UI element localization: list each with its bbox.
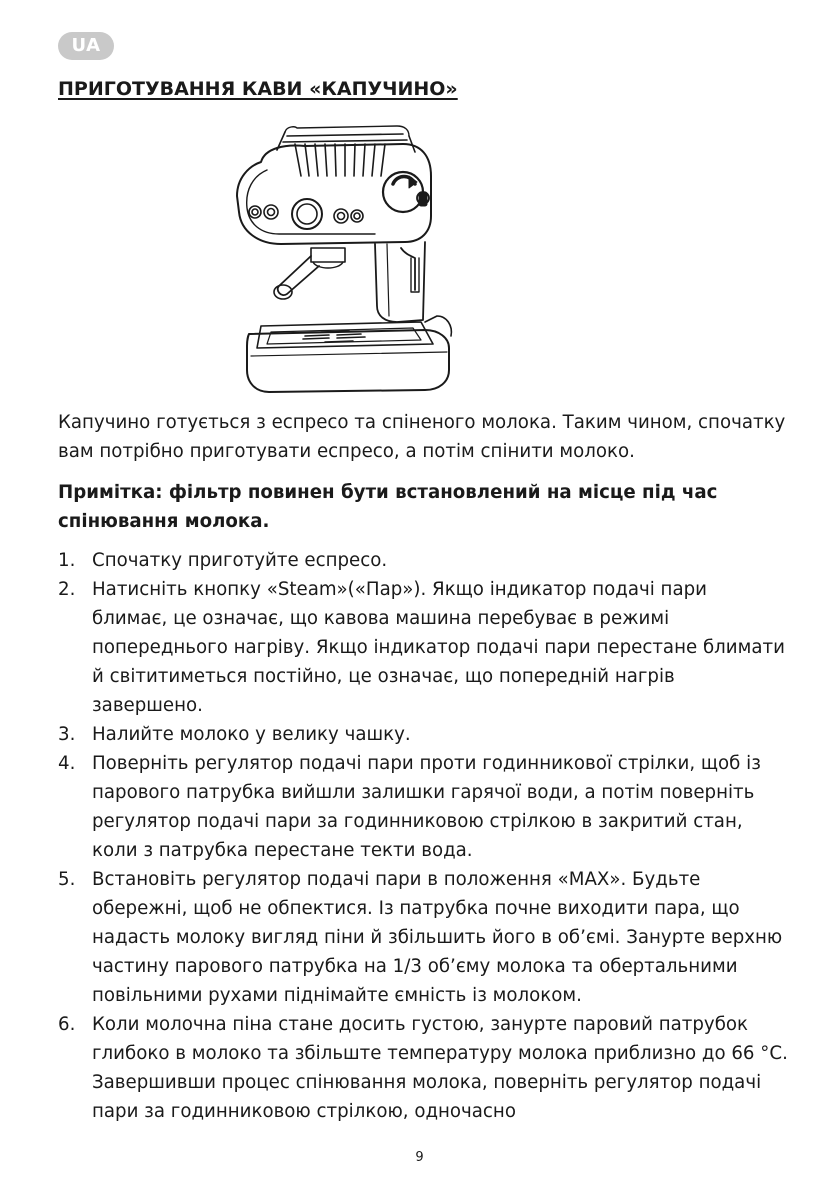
step-number: 4. <box>58 753 76 774</box>
note-paragraph: Примітка: фільтр повинен бути встановлений на місце під час спінювання молока. <box>58 482 718 532</box>
list-item <box>58 720 788 749</box>
steps-list <box>58 546 788 1126</box>
step-text: Встановіть регулятор подачі пари в положення «MAX». Будьте обережні, щоб не обпектися. Із патрубка почне виходити пара, що надасть молоку вигляд піни й збільшить його в об’ємі. Занурте верхню частину парового патрубка на 1/3 об’єму молока та обертальними повільними рухами піднімайте ємність із молоком. <box>92 869 783 1006</box>
coffee-machine-illustration <box>225 120 470 400</box>
intro-paragraph: Капучино готується з еспресо та спіненого молока. Таким чином, спочатку вам потрібно приготувати еспресо, а потім спінити молоко. <box>58 412 786 462</box>
step-text: Коли молочна піна стане досить густою, занурте паровий патрубок глибоко в молоко та збільште температуру молока приблизно до 66 °C. Завершивши процес спінювання молока, поверніть регулятор подачі пари за годинниковою стрілкою, одночасно <box>92 1014 788 1122</box>
step-number: 6. <box>58 1014 76 1035</box>
step-text: Налийте молоко у велику чашку. <box>92 724 411 745</box>
list-item <box>58 865 788 1010</box>
step-text: Поверніть регулятор подачі пари проти годинникової стрілки, щоб із парового патрубка вийшли залишки гарячої води, а потім поверніть регулятор подачі пари за годинниковою стрілкою в закритий стан, коли з патрубка перестане текти вода. <box>92 753 761 861</box>
step-text: Спочатку приготуйте еспресо. <box>92 550 388 571</box>
language-badge: UA <box>58 32 114 60</box>
page-title: ПРИГОТУВАННЯ КАВИ «КАПУЧИНО» <box>58 78 458 100</box>
step-number: 3. <box>58 724 76 745</box>
list-item <box>58 1010 788 1126</box>
step-number: 5. <box>58 869 76 890</box>
step-number: 1. <box>58 550 76 571</box>
step-number: 2. <box>58 579 76 600</box>
list-item <box>58 575 788 720</box>
step-text: Натисніть кнопку «Steam»(«Пар»). Якщо індикатор подачі пари блимає, це означає, що кавова машина перебуває в режимі попереднього нагріву. Якщо індикатор подачі пари перестане блимати й світитиметься постійно, це означає, що попередній нагрів завершено. <box>92 579 785 716</box>
list-item <box>58 749 788 865</box>
page-number: 9 <box>415 1150 424 1165</box>
list-item <box>58 546 788 575</box>
